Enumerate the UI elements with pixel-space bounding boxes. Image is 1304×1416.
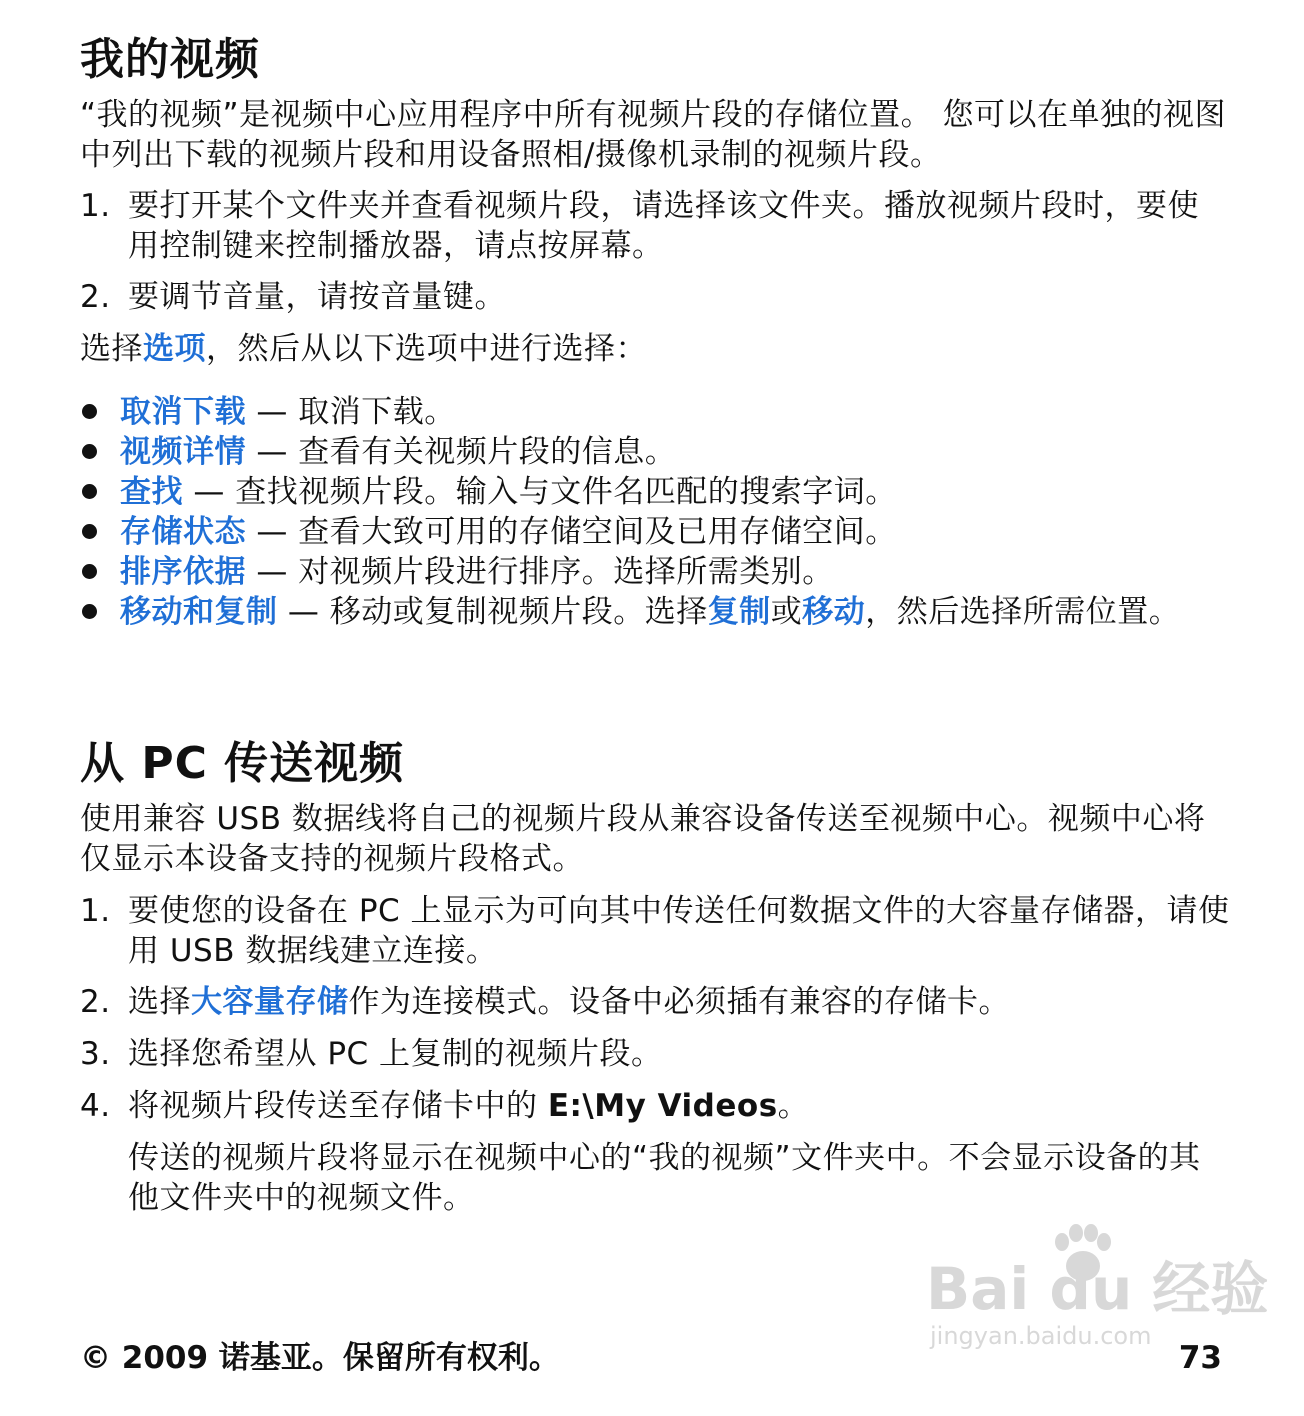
- step-text-post: 。: [777, 1088, 810, 1124]
- option-desc-or: 或: [770, 594, 803, 630]
- transfer-step-4: [80, 1086, 1230, 1126]
- option-desc: — 对视频片段进行排序。选择所需类别。: [246, 554, 834, 590]
- bullet-icon: [82, 444, 97, 459]
- options-list: [80, 392, 1230, 632]
- section-title-my-videos: 我的视频: [80, 34, 260, 85]
- step-1: [80, 186, 1230, 266]
- option-desc: — 查看有关视频片段的信息。: [246, 434, 677, 470]
- step-number: 2.: [80, 279, 111, 315]
- option-item-cancel-download: [80, 392, 1230, 432]
- step-text: 要使您的设备在 PC 上显示为可向其中传送任何数据文件的大容量存储器，请使用 USB 数据线建立连接。: [128, 893, 1230, 969]
- step-number: 3.: [80, 1036, 111, 1072]
- options-link[interactable]: 选项: [143, 331, 206, 367]
- option-name[interactable]: 排序依据: [120, 554, 246, 590]
- step-number: 1.: [80, 893, 111, 929]
- copy-link[interactable]: 复制: [707, 594, 771, 630]
- option-name[interactable]: 取消下载: [120, 394, 246, 430]
- step-number: 2.: [80, 984, 111, 1020]
- option-desc: — 查找视频片段。输入与文件名匹配的搜索字词。: [183, 474, 897, 510]
- bullet-icon: [82, 484, 97, 499]
- options-intro: [80, 329, 1230, 369]
- option-desc: — 取消下载。: [246, 394, 456, 430]
- transfer-intro-paragraph: 使用兼容 USB 数据线将自己的视频片段从兼容设备传送至视频中心。视频中心将仅显示本设备支持的视频片段格式。: [80, 801, 1206, 877]
- options-intro-post: ，然后从以下选项中进行选择：: [206, 331, 647, 367]
- bullet-icon: [82, 524, 97, 539]
- option-item-sort-by: [80, 552, 1230, 592]
- step-text-post: 作为连接模式。设备中必须插有兼容的存储卡。: [348, 984, 1010, 1020]
- option-item-find: [80, 472, 1230, 512]
- transfer-step-2: [80, 982, 1230, 1022]
- transfer-step-3: [80, 1034, 1230, 1074]
- options-intro-pre: 选择: [80, 331, 143, 367]
- folder-path: E:\My Videos: [547, 1088, 778, 1124]
- option-item-video-details: [80, 432, 1230, 472]
- watermark-brand: Bai du 经验: [926, 1255, 1269, 1323]
- step-number: 1.: [80, 188, 111, 224]
- option-name[interactable]: 存储状态: [120, 514, 246, 550]
- step-text: [128, 982, 1230, 1022]
- step-text-pre: 将视频片段传送至存储卡中的: [128, 1088, 548, 1124]
- bullet-icon: [82, 564, 97, 579]
- watermark-url: jingyan.baidu.com: [930, 1322, 1152, 1350]
- option-desc-post: ，然后选择所需位置。: [865, 594, 1181, 630]
- transfer-note: 传送的视频片段将显示在视频中心的“我的视频”文件夹中。不会显示设备的其他文件夹中的视频文件。: [128, 1140, 1201, 1216]
- option-item-move-copy: [80, 592, 1230, 632]
- option-desc: — 查看大致可用的存储空间及已用存储空间。: [246, 514, 897, 550]
- section-title-transfer-from-pc: 从 PC 传送视频: [80, 738, 405, 789]
- page-number: 73: [1178, 1340, 1222, 1376]
- bullet-icon: [82, 604, 97, 619]
- bullet-icon: [82, 404, 97, 419]
- step-number: 4.: [80, 1088, 111, 1124]
- step-text-pre: 选择: [128, 984, 191, 1020]
- copyright: © 2009 诺基亚。保留所有权利。: [80, 1340, 560, 1376]
- intro-paragraph: “我的视频”是视频中心应用程序中所有视频片段的存储位置。 您可以在单独的视图中列出下载的视频片段和用设备照相/摄像机录制的视频片段。: [80, 97, 1226, 173]
- move-link[interactable]: 移动: [802, 594, 866, 630]
- option-name[interactable]: 移动和复制: [120, 594, 278, 630]
- step-text: [128, 1086, 1230, 1126]
- transfer-step-1: [80, 891, 1230, 971]
- option-name[interactable]: 查找: [120, 474, 183, 510]
- option-item-memory-status: [80, 512, 1230, 552]
- option-name[interactable]: 视频详情: [120, 434, 246, 470]
- step-text: 选择您希望从 PC 上复制的视频片段。: [128, 1036, 663, 1072]
- step-text: 要打开某个文件夹并查看视频片段，请选择该文件夹。播放视频片段时，要使用控制键来控制播放器，请点按屏幕。: [128, 188, 1199, 264]
- option-desc-pre: — 移动或复制视频片段。选择: [277, 594, 708, 630]
- step-2: [80, 277, 1230, 317]
- step-text: 要调节音量，请按音量键。: [128, 279, 506, 315]
- mass-storage-link[interactable]: 大容量存储: [191, 984, 349, 1020]
